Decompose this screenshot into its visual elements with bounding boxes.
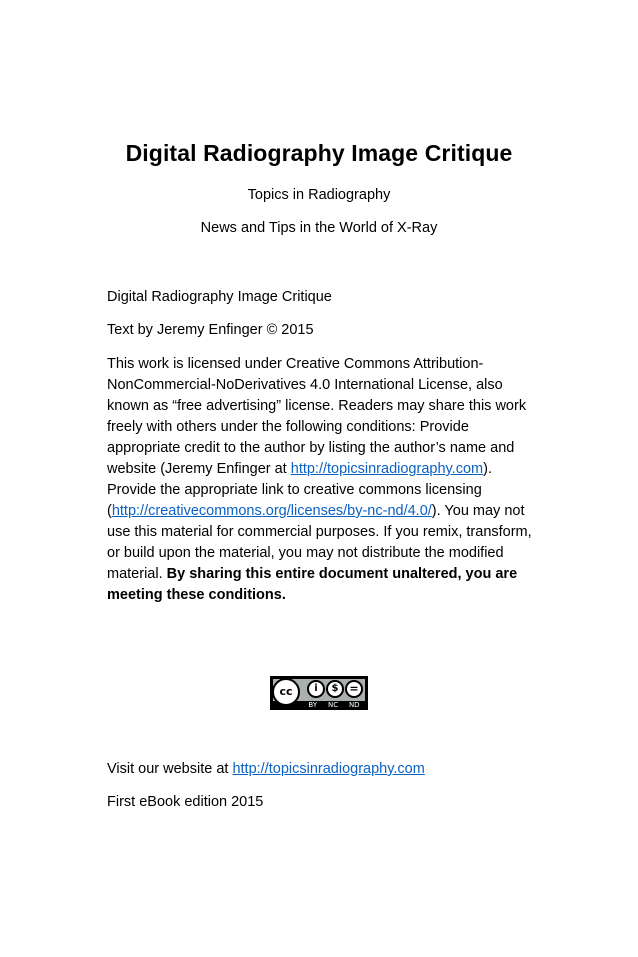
license-bold-text: By sharing this entire document unaltered, you are meeting these conditions. [107,566,518,603]
cc-icon: cc [272,678,300,706]
noncommercial-icon: $ [326,680,344,698]
license-paragraph [107,354,537,606]
license-text-2: ). Provide the appropriate link to creative commons licensing ( [107,461,492,519]
document-title: Digital Radiography Image Critique [125,140,513,166]
cc-label-nc: NC [327,701,339,709]
license-text-3: ). You may not use this material for commercial purposes. If you remix, transform, or build upon the material, you may not distribute the modified material. [107,503,532,582]
visit-text: Visit our website at [107,761,233,777]
noderivatives-icon: = [345,680,363,698]
edition-line: First eBook edition 2015 [107,794,264,810]
subtitle-news: News and Tips in the World of X-Ray [200,220,438,236]
book-title-line: Digital Radiography Image Critique [107,289,332,305]
visit-line [107,759,537,780]
visit-website-link[interactable]: http://topicsinradiography.com [232,761,425,777]
attribution-icon: i [307,680,325,698]
cc-license-badge [270,676,368,710]
author-line: Text by Jeremy Enfinger © 2015 [107,322,314,338]
subtitle-topics: Topics in Radiography [247,187,391,203]
cc-label-nd: ND [348,701,360,709]
cc-badge-labels [303,701,365,709]
creative-commons-link[interactable]: http://creativecommons.org/licenses/by-nc-nd/4.0/ [111,503,432,519]
website-link[interactable]: http://topicsinradiography.com [290,461,484,477]
license-text-1: This work is licensed under Creative Commons Attribution-NonCommercial-NoDerivatives 4.0 International License, also known as “free advertising” license. Readers may share this work freely with others under the following conditions: Provide appropriate credit to the author by listing the author’s name and website (Jeremy Enfinger at [107,356,527,477]
cc-label-by: BY [308,701,318,709]
